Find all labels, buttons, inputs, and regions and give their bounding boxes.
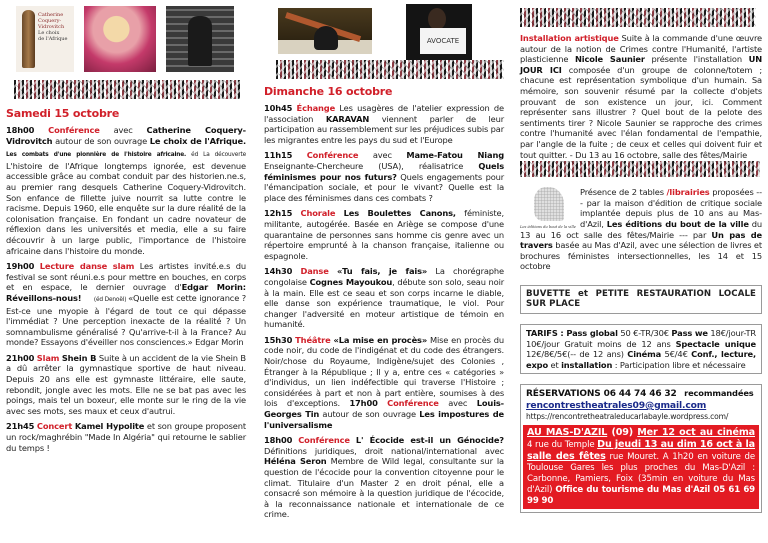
installation-description: Installation artistique Suite à la commande d'une œuvre autour de la notion de Crimes contre l'Humanité, l'artiste plasticienne Nicole Saunier présente l'installation UN JOUR ICI composée d'un groupe de colonne/totem ; chacune est représentation symbolique d'un humain. Sa mémoire, son souvenir résumé par la collecte d'objets prouvant de son existence un jour, ici. Comment représenter sans illustrer ? Quel bout de la pelote des sentiments tirer ? Nicole Saunier se rapproche des crimes contre l'humanité avec l'élan fondamental de l'empathie, par l'angle de la fuite ; de ceux et celles qui doivent fuir et tout quitter. - Du 13 au 16 octobre, salle des fêtes/Mairie bbox=[520, 33, 762, 160]
event-2145-concert: 21h45 Concert Kamel Hypolite et son groupe proposent un rock/maghrébin "Made In Algéria" qui retourne le sablier du temps ! bbox=[6, 421, 246, 453]
day-heading: Dimanche 16 octobre bbox=[264, 85, 393, 98]
email-link[interactable]: rencontrestheatrales09@gmail.com bbox=[526, 400, 707, 412]
avocate-sign: AVOCATE bbox=[420, 28, 466, 54]
guitarist-figure bbox=[188, 16, 212, 66]
photo-row bbox=[6, 0, 246, 70]
event-1800-conference: 18h00 Conférence L' Écocide est-il un Génocide? Définitions juridiques, droit national/international avec Héléna Seron Membre de Wild legal, consultante sur la question de l'écocide pour la convention citoyenne pour le climat. Titulaire d'un Master 2 en droit pénal, elle a consacré son mémoire à la question juridique de l'écocide, à la reconnaissance nationale et internationale de ce crime. bbox=[264, 435, 504, 520]
column-saturday bbox=[6, 0, 246, 453]
book-cover-title: Catherine Coquery- Vidrovitch Le choix de l'Afrique bbox=[38, 12, 68, 42]
event-1900-lecture: 19h00 Lecture danse slam Les artistes invité.e.s du festival se sont réuni.e.s pour mettre en bouches, en corps et en espace, le dernier ouvrage d'Edgar Morin: Réveillons-nous! (éd Denoël) «Quelle est cette ignorance ? Est-ce une myopie à l'égard de tout ce qui dépasse l'immédiat ? Une perception inexacte de la réalité ? Un somnambulisme généralisé ? Qu'arrive-t-il à la France? Au monde? Essayons d'éveiller nos consciences.» Edgar Morin bbox=[6, 261, 247, 348]
column-info bbox=[520, 0, 762, 513]
buvette-text: BUVETTE et PETITE RESTAURATION LOCALE SUR PLACE bbox=[526, 288, 756, 310]
singer-photo bbox=[84, 6, 156, 72]
statue-figure bbox=[22, 10, 35, 68]
day-heading: Samedi 15 octobre bbox=[6, 107, 120, 120]
location-box bbox=[523, 425, 759, 509]
event-1430-danse: 14h30 Danse «Tu fais, je fais» La chorégraphe congolaise Cognes Mayoukou, débute son solo, seau noir à la main. Elle est ce seau et son corps incarne le diable, elle danse son expérience traumatique, le viol. Pour changer l'adversité en moteur artistique de témoin en humanité. bbox=[264, 266, 504, 330]
column-sunday bbox=[264, 0, 504, 520]
book-cover-image bbox=[16, 6, 74, 72]
event-1115-conference: 11h15 Conférence avec Mame-Fatou Niang Enseignante-Chercheure (USA), réalisatrice Quels féminismes pour nos futurs? Quels engagements pour l'émancipation sociale, et pour le vivant? Quelle est la place des féminismes dans ces combats ? bbox=[264, 150, 504, 203]
photo-row bbox=[264, 0, 504, 58]
tarifs-text: TARIFS : Pass global 50 €-TR/30€ Pass we 18€/jour-TR 10€/jour Gratuit moins de 12 ans Spectacle unique 12€/8€/5€(-- de 12 ans) Cinéma 5€/4€ Conf., lecture, expo et installation : Participation libre et nécessaire bbox=[526, 328, 756, 370]
reservations-line: RÉSERVATIONS 06 44 74 46 32 recommandées bbox=[526, 388, 754, 400]
publisher-logo-caption: Les éditions du bout de la ville bbox=[520, 225, 576, 230]
tarifs-box bbox=[520, 324, 762, 374]
event-1530-theatre: 15h30 Théâtre «La mise en procès» Mise en procès du code noir, du code de l'indigénat et du code des étrangers. Noir/chose du Royaume, Indigène/sujet des Colonies , Étranger à la République ; Il y a, entre ces « catégories » d'individus, un lien indéfectible qui traverse l'Histoire ; considérées à part et non à part entière, soumises à des lois d'exceptions. 17h00 Conférence avec Louis-Georges Tin autour de son ouvrage Les impostures de l'universalisme bbox=[264, 334, 504, 430]
decorative-pattern-strip bbox=[276, 60, 504, 79]
guitarist-photo bbox=[166, 6, 234, 72]
event-1215-chorale: 12h15 Chorale Les Boulettes Canons, féministe, militante, autogérée. Basée en Ariège se compose d'une quarantaine de personnes sans homme cis genre avec un répertoire emprunté à la chanson française, italienne ou espagnole. bbox=[264, 208, 504, 261]
publisher-logo-drawing bbox=[534, 187, 564, 221]
decorative-pattern-strip bbox=[14, 80, 240, 99]
publisher-logo bbox=[520, 187, 576, 229]
librairies-description: Présence de 2 tables /librairies proposées --- par la maison d'édition de critique sociale implantée depuis plus de 10 ans au Mas-d'Azil, Les éditions du bout de la ville du 13 au 16 oct salle des fêtes/Mairie --- par Un pas de travers basée au Mas d'Azil, avec une sélection de livres et brochures féministes intersectionnelles, les 14 et 15 octobre bbox=[520, 187, 762, 272]
person-head bbox=[428, 8, 446, 30]
buvette-box bbox=[520, 285, 762, 314]
decorative-pattern-strip bbox=[520, 8, 756, 27]
location-text: AU MAS-D'AZIL (09) Mer 12 oct au cinéma 4 rue du Temple Du jeudi 13 au dim 16 oct à la salle des fêtes rue Mouret. A 1h20 en voiture de Toulouse Gares les plus proches du Mas-D'Azil : Carbonne, Pamiers, Foix (35min en voiture du Mas d'Azil) Office du tourisme du Mas d'Azil 05 61 69 99 90 bbox=[527, 427, 755, 507]
librairies-section bbox=[520, 187, 762, 272]
dancer-body bbox=[314, 26, 338, 50]
reservations-box bbox=[520, 384, 762, 513]
avocate-photo bbox=[406, 4, 472, 60]
event-2100-slam: 21h00 Slam Shein B Suite à un accident de la vie Shein B a dû arrêter la gymnastique sportive de haut niveau. Depuis 20 ans elle est gymnaste littéraire, elle saute, rebondit, jongle avec les mots. Elle ne se bat pas avec les poings, mais tel un boxeur, elle monte sur le ring de la vie avec ses mots, ses maux et ceux d'autrui. bbox=[6, 352, 246, 416]
decorative-pattern-strip bbox=[520, 161, 760, 177]
event-1800-conference: 18h00 Conférence avec Catherine Coquery-Vidrovitch autour de son ouvrage Le choix de l'Afrique. Les combats d'une pionnière de l'histoire africaine. éd La découverte L'histoire de l'Afrique longtemps ignorée, est devenue accessible grâce au combat conduit par des historien.ne.s, au premier rang desquels Catherine Coquery-Vidrovitch. Son enfance de fillette juive nourrit sa lutte contre le racisme. Depuis 1960, elle enquête sur la dure réalité de la colonisation française. En fondant un cadre novateur de réflexion dans les universités et media, elle a su faire découvrir à un large public, l'importance de l'histoire africaine dans l'histoire du monde. bbox=[6, 125, 247, 256]
website-link[interactable]: https://rencontretheatraleducarlabayle.wordpress.com/ bbox=[526, 411, 729, 421]
event-1045-echange: 10h45 Échange Les usagères de l'atelier expression de l'association KARAVAN viennent parler de leur participation au rassemblement sur les préjudices subis par les migrantes entre les pays du sud et l'Europe bbox=[264, 103, 504, 145]
dancer-photo bbox=[278, 8, 372, 54]
